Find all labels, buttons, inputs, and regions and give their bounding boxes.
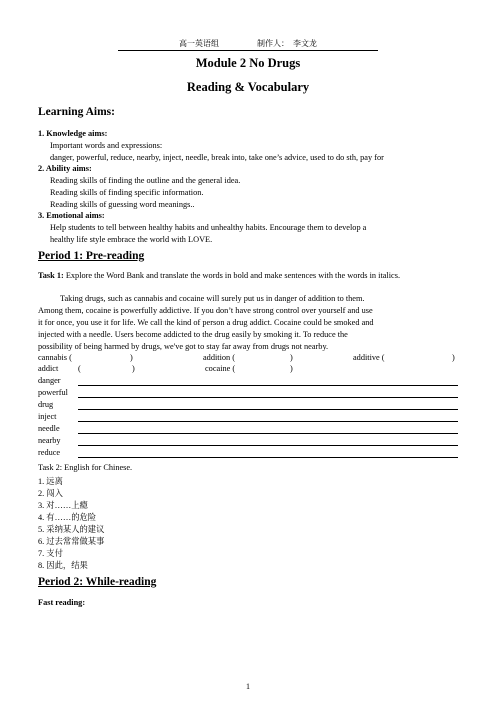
fill-row: inject	[38, 412, 458, 422]
list-item: 7. 支付	[38, 549, 63, 558]
passage-line-5: possibility of being harmed by drugs, we've got to stay far away from drugs not nearby.	[38, 342, 329, 351]
knowledge-heading: 1. Knowledge aims:	[38, 129, 108, 138]
aims-heading: Learning Aims:	[38, 106, 115, 118]
passage-line-2: Among them, cocaine is powerfully addictive. If you don’t have strong control over yourself and use	[38, 306, 373, 315]
blank-addition-open: addition (	[203, 353, 236, 362]
fill-row: nearby	[38, 436, 458, 446]
blank-cannabis-close: )	[130, 353, 133, 362]
answer-line[interactable]	[78, 457, 458, 458]
blank-addict-label: addict	[38, 364, 59, 373]
list-item: 2. 闯入	[38, 489, 63, 498]
ability-line-3: Reading skills of guessing word meanings..	[50, 200, 195, 209]
blank-additive-open: additive (	[353, 353, 385, 362]
passage-line-1: Taking drugs, such as cannabis and cocaine will surely put us in danger of addition to them.	[60, 294, 365, 303]
blank-addict-open: (	[78, 364, 81, 373]
passage-line-3: it for once, you use it for life. We call the kind of person a drug addict. Cocaine could be smoked and	[38, 318, 374, 327]
blank-additive-close: )	[452, 353, 455, 362]
list-item: 6. 过去常常做某事	[38, 537, 105, 546]
answer-line[interactable]	[78, 445, 458, 446]
fill-row: reduce	[38, 448, 458, 458]
list-item: 3. 对……上瘾	[38, 501, 88, 510]
answer-line[interactable]	[78, 421, 458, 422]
ability-heading: 2. Ability aims:	[38, 164, 92, 173]
page-number: 1	[246, 682, 250, 691]
ability-line-2: Reading skills of finding specific information.	[50, 188, 204, 197]
period1-heading: Period 1: Pre-reading	[38, 250, 145, 262]
header-group: 高一英语组	[179, 39, 219, 48]
knowledge-line-1: Important words and expressions:	[50, 141, 163, 150]
page-header	[0, 38, 496, 49]
fill-row: powerful	[38, 388, 458, 398]
fill-row: danger	[38, 376, 458, 386]
emotional-line-2: healthy life style embrace the world with LOVE.	[50, 235, 213, 244]
fill-row: needle	[38, 424, 458, 434]
emotional-line-1: Help students to tell between healthy habits and unhealthy habits. Encourage them to develop a	[50, 223, 367, 232]
answer-line[interactable]	[78, 397, 458, 398]
task1-instruction: Task 1: Explore the Word Bank and translate the words in bold and make sentences with the words in italics.	[38, 271, 401, 280]
header-rule	[118, 50, 378, 51]
blank-addition-close: )	[290, 353, 293, 362]
list-item: 4. 有……的危险	[38, 513, 97, 522]
period2-heading: Period 2: While-reading	[38, 576, 157, 588]
header-author: 李文龙	[293, 39, 317, 48]
ability-line-1: Reading skills of finding the outline and the general idea.	[50, 176, 241, 185]
list-item: 8. 因此，结果	[38, 561, 88, 570]
document-title: Module 2 No Drugs	[195, 56, 301, 70]
blank-cocaine-close: )	[290, 364, 293, 373]
answer-line[interactable]	[78, 385, 458, 386]
emotional-heading: 3. Emotional aims:	[38, 211, 105, 220]
fill-row: drug	[38, 400, 458, 410]
task2-instruction: Task 2: English for Chinese.	[38, 463, 133, 472]
blank-addict-close: )	[132, 364, 135, 373]
fast-reading-label: Fast reading:	[38, 598, 86, 607]
blank-cocaine-open: cocaine (	[205, 364, 236, 373]
document-subtitle: Reading & Vocabulary	[186, 80, 310, 94]
knowledge-line-2: danger, powerful, reduce, nearby, inject, needle, break into, take one’s advice, used to do sth, pay for	[50, 153, 384, 162]
header-maker: 制作人： 李文龙	[257, 39, 317, 48]
answer-line[interactable]	[78, 433, 458, 434]
list-item: 5. 采纳某人的建议	[38, 525, 105, 534]
answer-line[interactable]	[78, 409, 458, 410]
blank-cannabis-open: cannabis (	[38, 353, 72, 362]
list-item: 1. 远离	[38, 477, 63, 486]
passage-line-4: injected with a needle. Users become addicted to the drug easily by smoking it. To reduce the	[38, 330, 348, 339]
